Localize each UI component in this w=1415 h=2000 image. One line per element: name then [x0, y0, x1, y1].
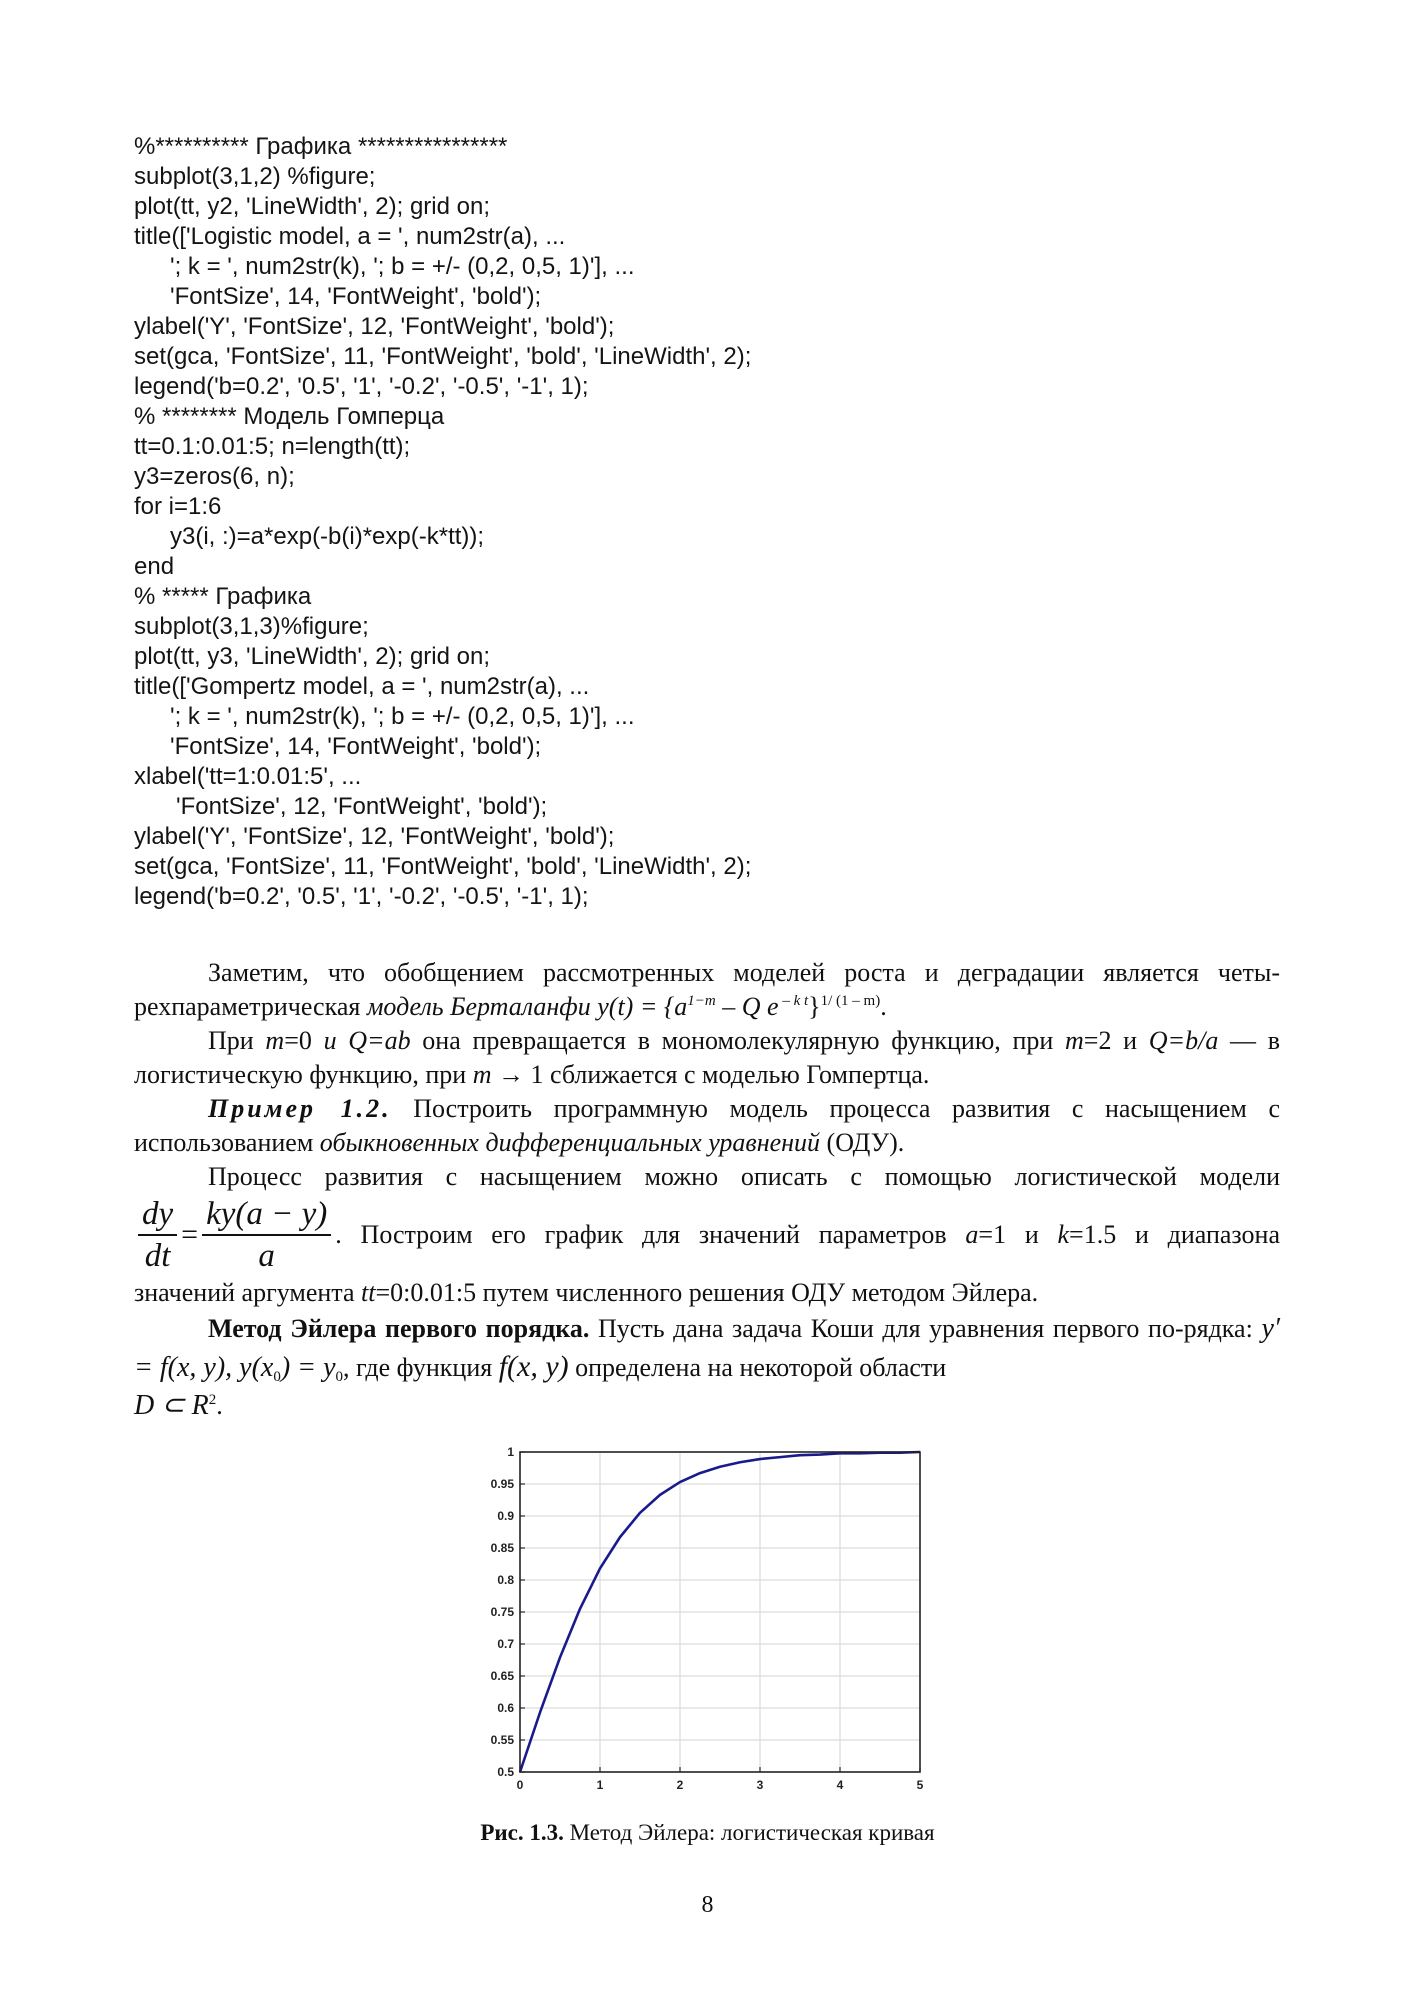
y-tick-label: 1 [507, 1445, 514, 1459]
figure-caption: Рис. 1.3. Метод Эйлера: логистическая кривая [480, 1820, 935, 1845]
fraction-logistic-rhs: $\frac{ky(a - y)}{a}$ [202, 1194, 331, 1276]
code-line: y3(i, :)=a*exp(-b(i)*exp(-k*tt)); [170, 523, 485, 550]
page-number: 8 [701, 1892, 714, 1918]
x-tick-label: 5 [916, 1778, 924, 1790]
y-tick-label: 0.55 [490, 1733, 514, 1747]
code-line: 'FontSize', 12, 'FontWeight', 'bold'); [176, 793, 548, 820]
y-tick-label: 0.9 [497, 1509, 514, 1523]
paragraph-example: Пример 1.2. Построить программную модель процесса развития с насыщением с использованием обыкновенных дифференциальных уравнений (ОДУ). [134, 1094, 1280, 1157]
x-tick-label: 3 [756, 1778, 764, 1790]
y-tick-label: 0.7 [497, 1637, 514, 1651]
code-line: ylabel('Y', 'FontSize', 12, 'FontWeight', 'bold'); [134, 313, 615, 340]
code-line: %********** Графика **************** [134, 133, 508, 160]
paragraph-logistic-tail: значений аргумента tt=0:0.01:5 путем численного решения ОДУ методом Эйлера. [134, 1278, 1039, 1307]
paragraph-special-cases: При m=0 и Q=ab она превращается в мономолекулярную функцию, при m=2 и Q=b/a — в логистическую функцию, при m → 1 сближается с моделью Гомпертца. [134, 1026, 1281, 1089]
logistic-equation-row: $\frac{dy}{dt}$ = $\frac{ky(a - y)}{a}$ . Построим его график для значений параметров a=1 и k=1.5 и диапазона [134, 1194, 1280, 1276]
paragraph-bertalanffy: Заметим, что обобщением рассмотренных моделей роста и деградации является четы-рехпараметрическая модель Берталанфи $y(t) = \{a^{1-m} - Q$ e $^{- k t}$}$^{1/ (1 - m)}$. [134, 958, 1280, 1021]
logistic-curve-chart [470, 1442, 940, 1790]
code-line: subplot(3,1,3)%figure; [134, 613, 369, 640]
code-line: '; k = ', num2str(k), '; b = +/- (0,2, 0,5, 1)'], ... [170, 703, 635, 730]
code-line: title(['Gompertz model, a = ', num2str(a), ... [134, 673, 590, 700]
y-tick-label: 0.85 [490, 1541, 514, 1555]
paragraph-euler: Метод Эйлера первого порядка. Пусть дана задача Коши для уравнения первого по-рядка: y′ = f(x, y), $y(x_0) = y_0$, где функция f(x, y) определена на некоторой области D ⊂ $R^2$. [134, 1313, 1280, 1421]
y-tick-label: 0.65 [490, 1669, 514, 1683]
y-tick-label: 0.5 [497, 1765, 514, 1779]
code-line: for i=1:6 [134, 493, 222, 520]
code-line: plot(tt, y3, 'LineWidth', 2); grid on; [134, 643, 490, 670]
y-tick-label: 0.95 [490, 1477, 514, 1491]
code-line: ylabel('Y', 'FontSize', 12, 'FontWeight', 'bold'); [134, 823, 615, 850]
code-line: title(['Logistic model, a = ', num2str(a), ... [134, 223, 566, 250]
code-line: y3=zeros(6, n); [134, 463, 295, 490]
code-line: % ******** Модель Гомперца [134, 403, 445, 430]
code-line: legend('b=0.2', '0.5', '1', '-0.2', '-0.5', '-1', 1); [134, 883, 589, 910]
paragraph-logistic-intro: Процесс развития с насыщением можно описать с помощью логистической модели [208, 1162, 1280, 1191]
code-line: plot(tt, y2, 'LineWidth', 2); grid on; [134, 193, 490, 220]
body-text [134, 956, 1280, 1425]
x-tick-label: 1 [596, 1778, 604, 1790]
code-line: 'FontSize', 14, 'FontWeight', 'bold'); [170, 283, 542, 310]
x-tick-label: 2 [676, 1778, 684, 1790]
code-listing [134, 132, 1284, 912]
code-line: % ***** Графика [134, 583, 312, 610]
y-tick-label: 0.8 [497, 1573, 514, 1587]
x-tick-label: 4 [836, 1778, 844, 1790]
code-line: tt=0.1:0.01:5; n=length(tt); [134, 433, 411, 460]
code-line: set(gca, 'FontSize', 11, 'FontWeight', 'bold', 'LineWidth', 2); [134, 343, 752, 370]
code-line: xlabel('tt=1:0.01:5', ... [134, 763, 362, 790]
code-line: legend('b=0.2', '0.5', '1', '-0.2', '-0.5', '-1', 1); [134, 373, 589, 400]
fraction-dy-dt: $\frac{dy}{dt}$ [138, 1194, 177, 1276]
code-line: 'FontSize', 14, 'FontWeight', 'bold'); [170, 733, 542, 760]
code-line: '; k = ', num2str(k), '; b = +/- (0,2, 0,5, 1)'], ... [170, 253, 635, 280]
code-line: subplot(3,1,2) %figure; [134, 163, 376, 190]
code-line: end [134, 553, 175, 580]
code-line: set(gca, 'FontSize', 11, 'FontWeight', 'bold', 'LineWidth', 2); [134, 853, 752, 880]
x-tick-label: 0 [516, 1778, 524, 1790]
y-tick-label: 0.75 [490, 1605, 514, 1619]
y-tick-label: 0.6 [497, 1701, 514, 1715]
